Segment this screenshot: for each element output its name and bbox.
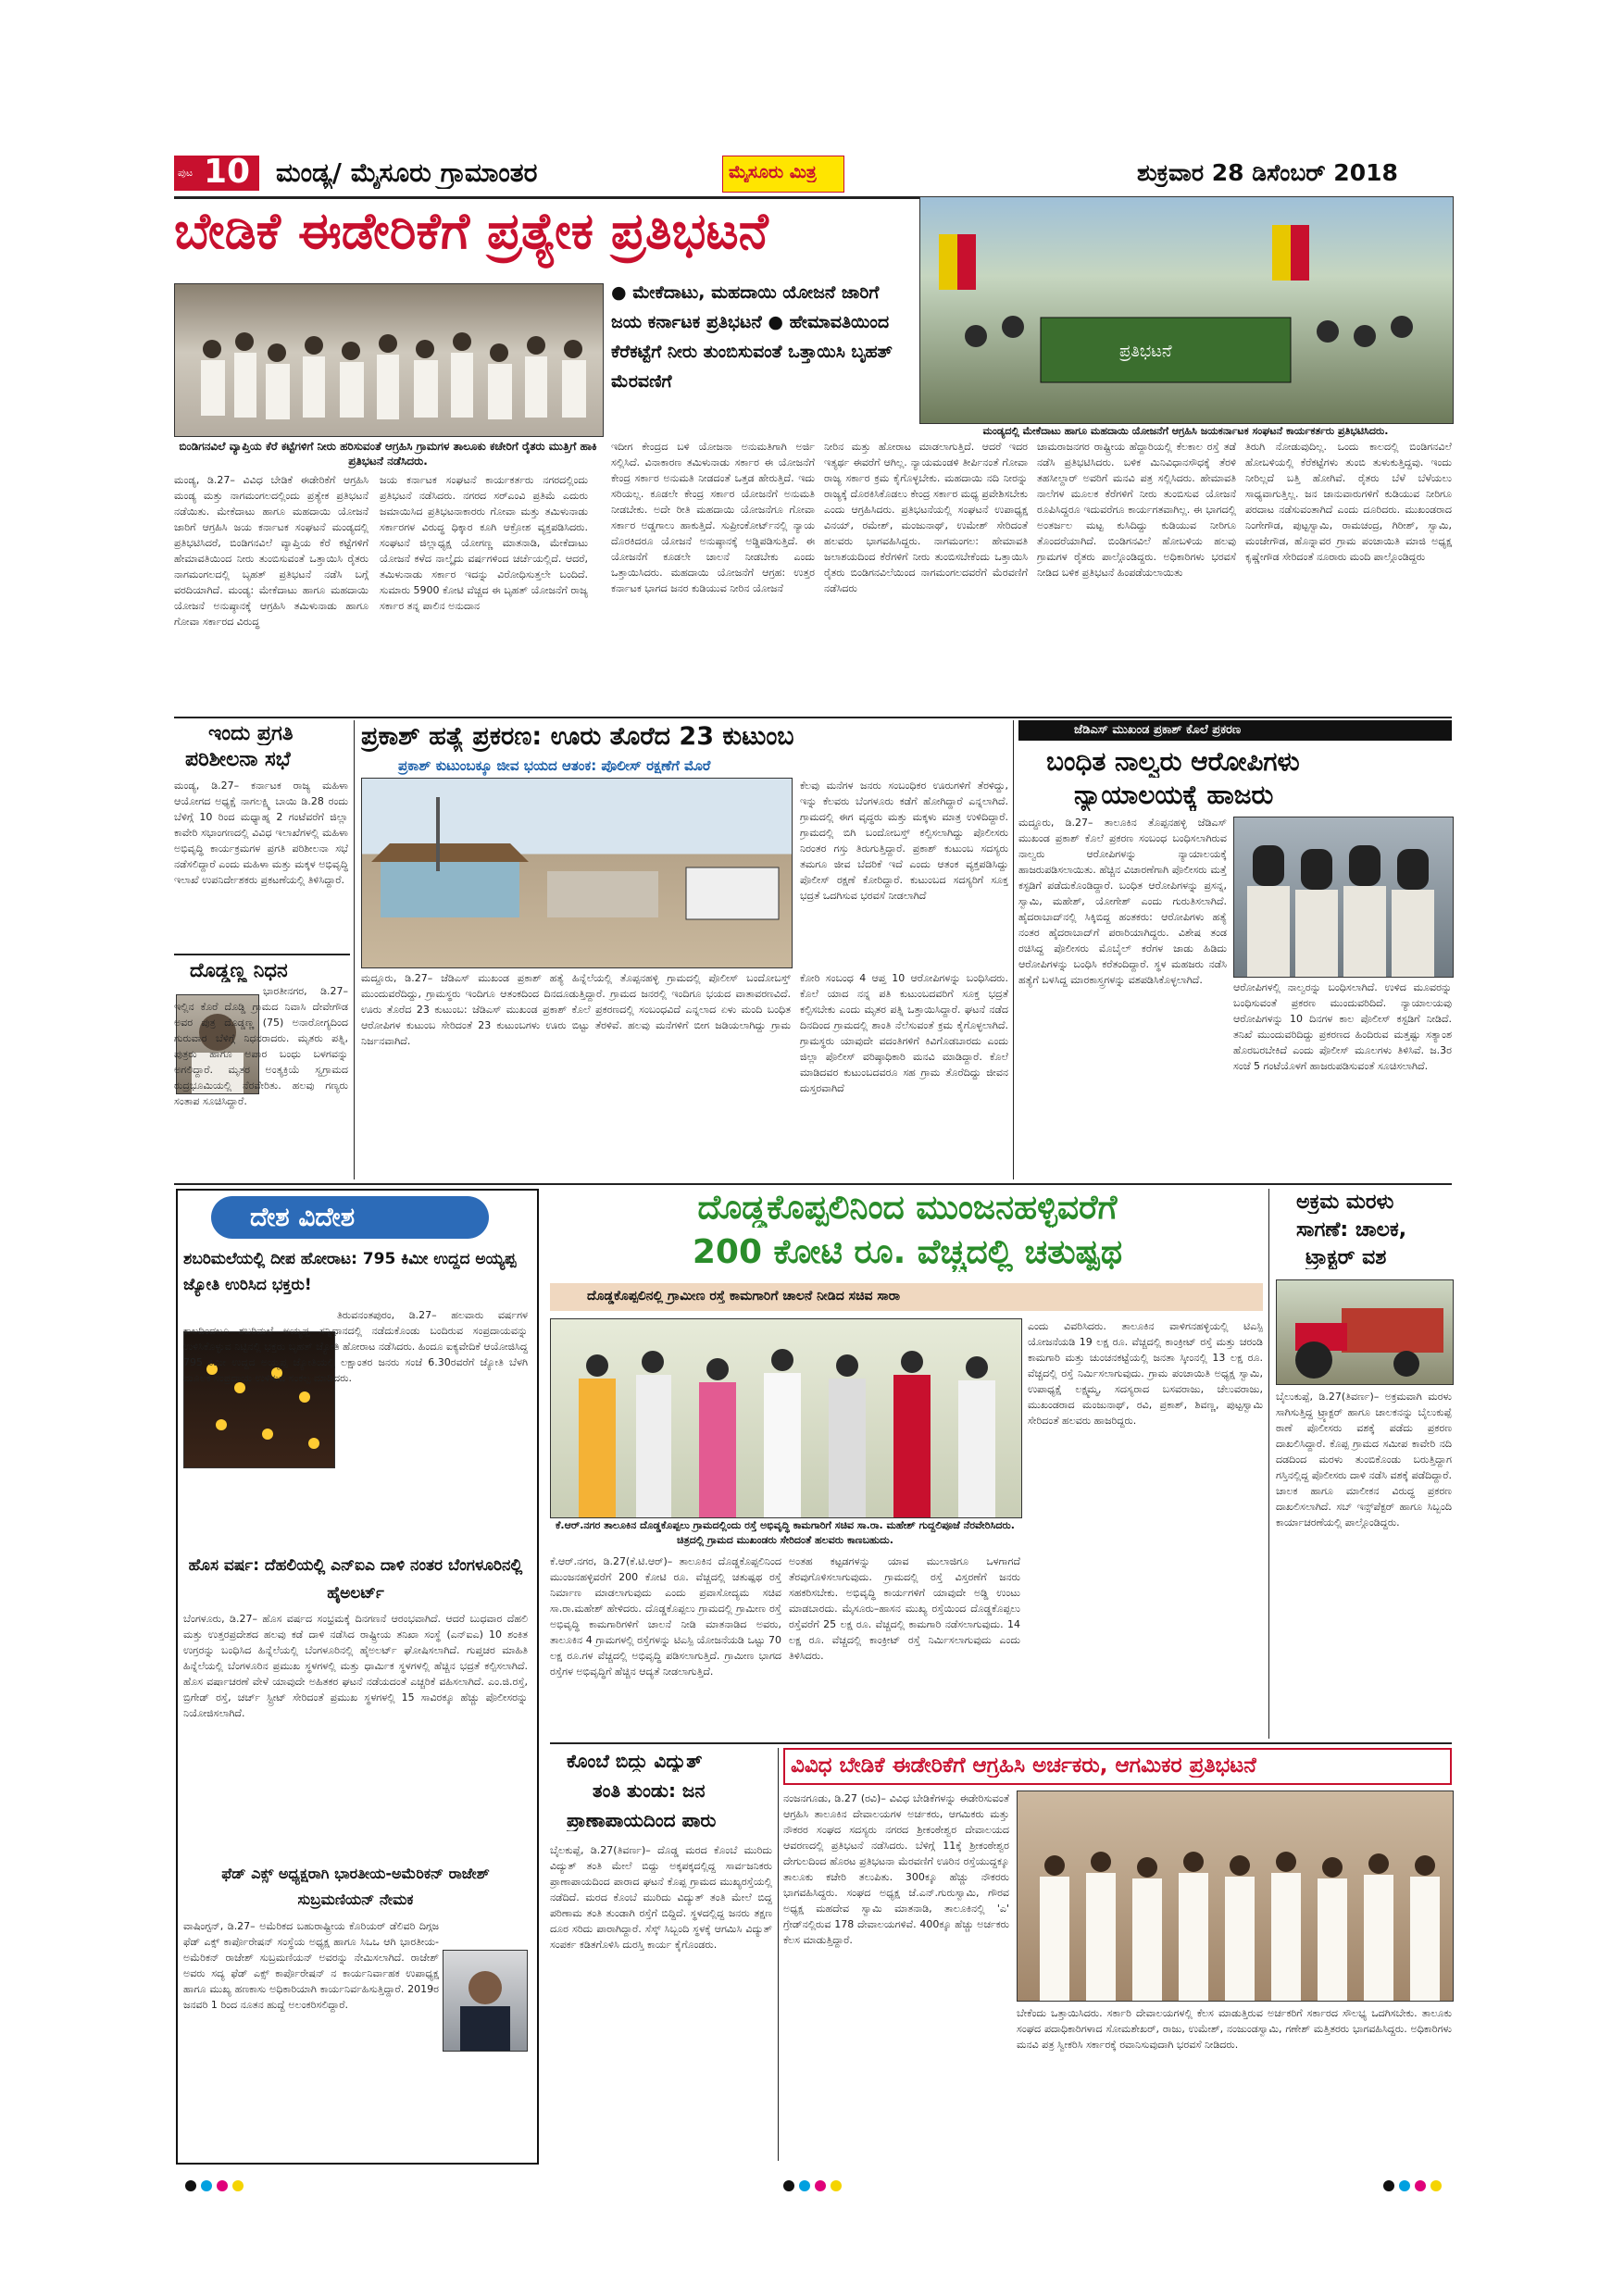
story5-tag-text: ಜೆಡಿಎಸ್ ಮುಖಂಡ ಪ್ರಕಾಶ್ ಕೊಲೆ ಪ್ರಕರಣ xyxy=(1074,723,1242,737)
registration-marks-center xyxy=(783,2177,846,2195)
story9-photo xyxy=(1017,1791,1454,2002)
dv-story3-photo xyxy=(443,1950,528,2052)
story1-col6: ತಿರುಗಿ ನೋಡುವುದಿಲ್ಲ. ಒಂದು ಕಾಲದಲ್ಲಿ ಬಿಂಡಿಗನವಿಲೆ ಹೋಬಳಿಯಲ್ಲಿ ಕೆರೆಕಟ್ಟೆಗಳು ತುಂಬಿ ತುಳುಕುತ್ತಿದ್ದವು. ಇಂದು ನೀರಿಲ್ಲದೆ ಬತ್ತಿ ಹೋಗಿವೆ. ರೈತರು ಬೆಳೆ ಬೆಳೆಯಲು ಸಾಧ್ಯವಾಗುತ್ತಿಲ್ಲ. ಜನ ಜಾನುವಾರುಗಳಿಗೆ ಕುಡಿಯುವ ನೀರಿಗೂ ಪರದಾಟ ನಡೆಸುವಂತಾಗಿದೆ ಎಂದು ದೂರಿದರು. ಮುಖಂಡರಾದ ನಿಂಗೇಗೌಡ, ಪುಟ್ಟಸ್ವಾಮಿ, ರಾಮಚಂದ್ರ, ಗಿರೀಶ್, ಸ್ವಾಮಿ, ಮಂಜೇಗೌಡ, ಹೊನ್ನಾವರ ಗ್ರಾಮ ಪಂಚಾಯಿತಿ ಮಾಜಿ ಅಧ್ಯಕ್ಷ ಕೃಷ್ಣೇಗೌಡ ಸೇರಿದಂತೆ ನೂರಾರು ಮಂದಿ ಪಾಲ್ಗೊಂಡಿದ್ದರು xyxy=(1245,441,1452,563)
rule-story1-bottom xyxy=(174,717,1452,718)
village-illustration xyxy=(362,779,792,967)
story2-title-2: ಪರಿಶೀಲನಾ ಸಭೆ xyxy=(185,748,291,771)
rule-mid-page xyxy=(174,1183,1452,1185)
dv-story2-body: ಬೆಂಗಳೂರು, ಡಿ.27– ಹೊಸ ವರ್ಷದ ಸಂಭ್ರಮಕ್ಕೆ ದಿನಗಣನೆ ಆರಂಭವಾಗಿದೆ. ಆದರೆ ಬುಧವಾರ ದೆಹಲಿ ಮತ್ತು ಉತ್ತರಪ್ರದೇಶದ ಹಲವು ಕಡೆ ದಾಳಿ ನಡೆಸಿದ ರಾಷ್ಟ್ರೀಯ ತನಿಖಾ ಸಂಸ್ಥೆ (ಎನ್ಐಎ) 10 ಶಂಕಿತ ಉಗ್ರರನ್ನು ಬಂಧಿಸಿದ ಹಿನ್ನೆಲೆಯಲ್ಲಿ ಬೆಂಗಳೂರಿನಲ್ಲಿ ಹೈಅಲರ್ಟ್ ಘೋಷಿಸಲಾಗಿದೆ. ಗುಪ್ತಚರ ಮಾಹಿತಿ ಹಿನ್ನೆಲೆಯಲ್ಲಿ ಬೆಂಗಳೂರಿನ ಪ್ರಮುಖ ಸ್ಥಳಗಳಲ್ಲಿ ಮತ್ತು ಧಾರ್ಮಿಕ ಸ್ಥಳಗಳಲ್ಲಿ ಹೆಚ್ಚಿನ ಭದ್ರತೆ ಕಲ್ಪಿಸಲಾಗಿದೆ. ಹೊಸ ವರ್ಷಾಚರಣೆ ವೇಳೆ ಯಾವುದೇ ಅಹಿತಕರ ಘಟನೆ ನಡೆಯದಂತೆ ಎಚ್ಚರಿಕೆ ವಹಿಸಲಾಗಿದೆ. ಎಂ.ಜಿ.ರಸ್ತೆ, ಬ್ರಿಗೇಡ್ ರಸ್ತೆ, ಚರ್ಚ್ ಸ್ಟ್ರೀಟ್ ಸೇರಿದಂತೆ ಪ್ರಮುಖ ಸ್ಥಳಗಳಲ್ಲಿ 15 ಸಾವಿರಕ್ಕೂ ಹೆಚ್ಚು ಪೊಲೀಸರನ್ನು ನಿಯೋಜಿಸಲಾಗಿದೆ. xyxy=(183,1613,528,1719)
banner-text: ಪ್ರತಿಭಟನೆ xyxy=(1119,342,1172,361)
story5-caption: ಆರೋಪಿಗಳಲ್ಲಿ ನಾಲ್ವರನ್ನು ಬಂಧಿಸಲಾಗಿದೆ. ಉಳಿದ ಮೂವರನ್ನು ಬಂಧಿಸುವಂತೆ ಪ್ರಕರಣ ಮುಂದುವರಿದಿದೆ. ನ್ಯಾಯಾಲಯವು ಆರೋಪಿಗಳನ್ನು 10 ದಿನಗಳ ಕಾಲ ಪೊಲೀಸ್ ಕಸ್ಟಡಿಗೆ ನೀಡಿದೆ. ತನಿಖೆ ಮುಂದುವರಿದಿದ್ದು ಪ್ರಕರಣದ ಹಿಂದಿರುವ ಮತ್ತಷ್ಟು ಸತ್ಯಾಂಶ ಹೊರಬರಬೇಕಿದೆ ಎಂದು ಪೊಲೀಸ್ ಮೂಲಗಳು ತಿಳಿಸಿವೆ. ಜ.3ರ ಸಂಜೆ 5 ಗಂಟೆಯೊಳಗೆ ಹಾಜರುಪಡಿಸುವಂತೆ ಸೂಚಿಸಲಾಗಿದೆ. xyxy=(1233,981,1452,1072)
story7-headline-3: ಟ್ರ್ಯಾಕ್ಟರ್ ವಶ xyxy=(1305,1246,1387,1269)
story4-body-b: ಕೆಲವು ಮನೆಗಳ ಜನರು ಸಂಬಂಧಿಕರ ಊರುಗಳಿಗೆ ತೆರಳಿದ್ದು, ಇನ್ನು ಕೆಲವರು ಬೆಂಗಳೂರು ಕಡೆಗೆ ಹೋಗಿದ್ದಾರೆ ಎನ್ನಲಾಗಿದೆ. ಗ್ರಾಮದಲ್ಲಿ ಈಗ ವೃದ್ಧರು ಮತ್ತು ಮಕ್ಕಳು ಮಾತ್ರ ಉಳಿದಿದ್ದಾರೆ. ಗ್ರಾಮದಲ್ಲಿ ಬಿಗಿ ಬಂದೋಬಸ್ತ್ ಕಲ್ಪಿಸಲಾಗಿದ್ದು ಪೊಲೀಸರು ನಿರಂತರ ಗಸ್ತು ತಿರುಗುತ್ತಿದ್ದಾರೆ. ಪ್ರಕಾಶ್ ಕುಟುಂಬ ಸದಸ್ಯರು ತಮಗೂ ಜೀವ ಬೆದರಿಕೆ ಇದೆ ಎಂದು ಆತಂಕ ವ್ಯಕ್ತಪಡಿಸಿದ್ದು ಪೊಲೀಸ್ ರಕ್ಷಣೆ ಕೋರಿದ್ದಾರೆ. ಕುಟುಂಬದ ಸದಸ್ಯರಿಗೆ ಸೂಕ್ತ ಭದ್ರತೆ ಒದಗಿಸುವ ಭರವಸೆ ನೀಡಲಾಗಿದೆ xyxy=(800,780,1008,902)
story1-highlight: ● ಮೇಕೆದಾಟು, ಮಹದಾಯಿ ಯೋಜನೆ ಜಾರಿಗೆ ಜಯ ಕರ್ನಾಟಕ ಪ್ರತಿಭಟನೆ ● ಹೇಮಾವತಿಯಿಂದ ಕೆರೆಕಟ್ಟೆಗೆ ನೀರು ತುಂಬಿಸುವಂತೆ ಒತ್ತಾಯಿಸಿ ಬೃಹತ್ ಮೆರವಣಿಗೆ xyxy=(611,282,893,392)
story1-caption-left: ಬಿಂಡಿಗನವಿಲೆ ವ್ಯಾಪ್ತಿಯ ಕೆರೆ ಕಟ್ಟೆಗಳಿಗೆ ನೀರು ಹರಿಸುವಂತೆ ಆಗ್ರಹಿಸಿ ಗ್ರಾಮಗಳ ತಾಲೂಕು ಕಚೇರಿಗೆ ರೈತರು ಮುತ್ತಿಗೆ ಹಾಕಿ ಪ್ರತಿಭಟನೆ ನಡೆಸಿದರು. xyxy=(179,440,597,468)
rule-story4-right xyxy=(1013,720,1014,1179)
page-number-badge xyxy=(174,153,259,191)
dv-story3-headline: ಫೆಡ್ ಎಕ್ಸ್ ಅಧ್ಯಕ್ಷರಾಗಿ ಭಾರತೀಯ-ಅಮೆರಿಕನ್ ರಾಜೇಶ್ ಸುಬ್ರಮಣಿಯನ್ ನೇಮಕ xyxy=(221,1865,490,1908)
story6-photo xyxy=(550,1318,1022,1518)
ceremony-illustration xyxy=(551,1319,1021,1517)
section-title: ಮಂಡ್ಯ/ ಮೈಸೂರು ಗ್ರಾಮಾಂತರ xyxy=(276,157,538,188)
story3-title: ದೊಡ್ಡಣ್ಣ ನಿಧನ xyxy=(190,959,288,981)
story1-col2: ಜಯ ಕರ್ನಾಟಕ ಸಂಘಟನೆ ಕಾರ್ಯಕರ್ತರು ನಗರದಲ್ಲಿಂದು ಪ್ರತಿಭಟನೆ ನಡೆಸಿದರು. ನಗರದ ಸರ್‌ಎಂವಿ ಪ್ರತಿಮೆ ಎದುರು ಜಮಾಯಿಸಿದ ಪ್ರತಿಭಟನಾಕಾರರು ಗೋವಾ ಮತ್ತು ತಮಿಳುನಾಡು ಸರ್ಕಾರಗಳ ವಿರುದ್ಧ ಧಿಕ್ಕಾರ ಕೂಗಿ ಆಕ್ರೋಶ ವ್ಯಕ್ತಪಡಿಸಿದರು. ಸಂಘಟನೆ ಜಿಲ್ಲಾಧ್ಯಕ್ಷ ಯೋಗಣ್ಣ ಮಾತನಾಡಿ, ಮೇಕೆದಾಟು ಯೋಜನೆ ಕಳೆದ ನಾಲ್ಕೈದು ವರ್ಷಗಳಿಂದ ಚರ್ಚೆಯಲ್ಲಿದೆ. ಆದರೆ, ತಮಿಳುನಾಡು ಸರ್ಕಾರ ಇದನ್ನು ವಿರೋಧಿಸುತ್ತಲೇ ಬಂದಿದೆ. ಸುಮಾರು 5900 ಕೋಟಿ ವೆಚ್ಚದ ಈ ಬೃಹತ್ ಯೋಜನೆಗೆ ರಾಜ್ಯ ಸರ್ಕಾರ ತನ್ನ ಪಾಲಿನ ಅನುದಾನ xyxy=(380,474,588,612)
story6-caption: ಕೆ.ಆರ್.ನಗರ ತಾಲೂಕಿನ ದೊಡ್ಡಕೊಪ್ಪಲು ಗ್ರಾಮದಲ್ಲಿಂದು ರಸ್ತೆ ಅಭಿವೃದ್ಧಿ ಕಾಮಗಾರಿಗೆ ಸಚಿವ ಸಾ.ರಾ. ಮಹೇಶ್ ಗುದ್ದಲಿಪೂಜೆ ನೆರವೇರಿಸಿದರು. ಚಿತ್ರದಲ್ಲಿ ಗ್ರಾಮದ ಮುಖಂಡರು ಸೇರಿದಂತೆ ಹಲವರು ಕಾಣಬಹುದು. xyxy=(556,1519,1015,1546)
story7-body: ಬೈಲುಕುಪ್ಪೆ, ಡಿ.27(ತಿವರ್ಣ)– ಅಕ್ರಮವಾಗಿ ಮರಳು ಸಾಗಿಸುತ್ತಿದ್ದ ಟ್ರ್ಯಾಕ್ಟರ್ ಹಾಗೂ ಚಾಲಕನನ್ನು ಬೈಲುಕುಪ್ಪೆ ಠಾಣೆ ಪೊಲೀಸರು ವಶಕ್ಕೆ ಪಡೆದು ಪ್ರಕರಣ ದಾಖಲಿಸಿದ್ದಾರೆ. ಕೊಪ್ಪ ಗ್ರಾಮದ ಸಮೀಪ ಕಾವೇರಿ ನದಿ ದಡದಿಂದ ಮರಳು ತುಂಬಿಕೊಂಡು ಬರುತ್ತಿದ್ದಾಗ ಗಸ್ತಿನಲ್ಲಿದ್ದ ಪೊಲೀಸರು ದಾಳಿ ನಡೆಸಿ ವಶಕ್ಕೆ ಪಡೆದಿದ್ದಾರೆ. ಚಾಲಕ ಹಾಗೂ ಮಾಲೀಕನ ವಿರುದ್ಧ ಪ್ರಕರಣ ದಾಖಲಿಸಲಾಗಿದೆ. ಸಬ್ ಇನ್ಸ್‌ಪೆಕ್ಟರ್ ಹಾಗೂ ಸಿಬ್ಬಂದಿ ಕಾರ್ಯಾಚರಣೆಯಲ್ಲಿ ಪಾಲ್ಗೊಂಡಿದ್ದರು. xyxy=(1276,1391,1452,1529)
reg-dot-cyan xyxy=(799,2180,810,2191)
story9-body-b: ಬೇಕೆಂದು ಒತ್ತಾಯಿಸಿದರು. ಸರ್ಕಾರಿ ದೇವಾಲಯಗಳಲ್ಲಿ ಕೆಲಸ ಮಾಡುತ್ತಿರುವ ಅರ್ಚಕರಿಗೆ ಸರ್ಕಾರದ ಸೌಲಭ್ಯ ಒದಗಿಸಬೇಕು. ತಾಲೂಕು ಸಂಘದ ಪದಾಧಿಕಾರಿಗಳಾದ ಸೋಮಶೇಖರ್, ರಾಜು, ಉಮೇಶ್, ನಂಜುಂಡಸ್ವಾಮಿ, ಗಣೇಶ್ ಮತ್ತಿತರರು ಭಾಗವಹಿಸಿದ್ದರು. ಅಧಿಕಾರಿಗಳು ಮನವಿ ಪತ್ರ ಸ್ವೀಕರಿಸಿ ಸರ್ಕಾರಕ್ಕೆ ರವಾನಿಸುವುದಾಗಿ ಭರವಸೆ ನೀಡಿದರು. xyxy=(1017,2007,1452,2051)
reg-dot-magenta xyxy=(1415,2180,1426,2191)
masthead xyxy=(174,153,1452,191)
reg-dot-black xyxy=(1383,2180,1394,2191)
story8-body: ಬೈಲಕುಪ್ಪೆ, ಡಿ.27(ತಿವರ್ಣ)– ದೊಡ್ಡ ಮರದ ಕೊಂಬೆ ಮುರಿದು ವಿದ್ಯುತ್ ತಂತಿ ಮೇಲೆ ಬಿದ್ದು ಅಕ್ಕಪಕ್ಕದಲ್ಲಿದ್ದ ಸಾರ್ವಜನಿಕರು ಪ್ರಾಣಾಪಾಯದಿಂದ ಪಾರಾದ ಘಟನೆ ಕೊಪ್ಪ ಗ್ರಾಮದ ಮುಖ್ಯರಸ್ತೆಯಲ್ಲಿ ನಡೆದಿದೆ. ಮರದ ಕೊಂಬೆ ಮುರಿದು ವಿದ್ಯುತ್ ತಂತಿ ಮೇಲೆ ಬಿದ್ದ ಪರಿಣಾಮ ತಂತಿ ತುಂಡಾಗಿ ರಸ್ತೆಗೆ ಬಿದ್ದಿದೆ. ಸ್ಥಳದಲ್ಲಿದ್ದ ಜನರು ತಕ್ಷಣ ದೂರ ಸರಿದು ಪಾರಾಗಿದ್ದಾರೆ. ಸೆಸ್ಕ್ ಸಿಬ್ಬಂದಿ ಸ್ಥಳಕ್ಕೆ ಆಗಮಿಸಿ ವಿದ್ಯುತ್ ಸಂಪರ್ಕ ಕಡಿತಗೊಳಿಸಿ ದುರಸ್ತಿ ಕಾರ್ಯ ಕೈಗೊಂಡರು. xyxy=(550,1844,772,1951)
reg-dot-magenta xyxy=(815,2180,826,2191)
story6-subhead: ದೊಡ್ಡಕೊಪ್ಪಲಿನಲ್ಲಿ ಗ್ರಾಮೀಣ ರಸ್ತೆ ಕಾಮಗಾರಿಗೆ ಚಾಲನೆ ನೀಡಿದ ಸಚಿವ ಸಾರಾ xyxy=(587,1289,901,1304)
story2-title-1: ಇಂದು ಪ್ರಗತಿ xyxy=(208,722,294,745)
story4-body-c: ಕೋರಿ ಸಂಬಂಧ 4 ಆಪ್ತ 10 ಆರೋಪಿಗಳನ್ನು ಬಂಧಿಸಿದರು. ಕೊಲೆ ಯಾದ ನನ್ನ ಪತಿ ಕುಟುಂಬದವರಿಗೆ ಸೂಕ್ತ ಭದ್ರತೆ ಕಲ್ಪಿಸಬೇಕು ಎಂದು ಮೃತರ ಪತ್ನಿ ಒತ್ತಾಯಿಸಿದ್ದಾರೆ. ಘಟನೆ ನಡೆದ ದಿನದಿಂದ ಗ್ರಾಮದಲ್ಲಿ ಶಾಂತಿ ನೆಲೆಸುವಂತೆ ಕ್ರಮ ಕೈಗೊಳ್ಳಲಾಗಿದೆ. ಗ್ರಾಮಸ್ಥರು ಯಾವುದೇ ವದಂತಿಗಳಿಗೆ ಕಿವಿಗೊಡಬಾರದು ಎಂದು ಜಿಲ್ಲಾ ಪೊಲೀಸ್ ವರಿಷ್ಠಾಧಿಕಾರಿ ಮನವಿ ಮಾಡಿದ್ದಾರೆ. ಕೊಲೆ ಮಾಡಿದವರ ಕುಟುಂಬದವರೂ ಸಹ ಗ್ರಾಮ ತೊರೆದಿದ್ದು ಜೀವನ ದುಸ್ತರವಾಗಿದೆ xyxy=(800,972,1008,1094)
priests-illustration xyxy=(1018,1791,1453,2001)
issue-date: ಶುಕ್ರವಾರ 28 ಡಿಸೆಂಬರ್ 2018 xyxy=(1137,159,1398,186)
crowd-illustration xyxy=(175,284,603,436)
story9-body-a: ನಂಜನಗೂಡು, ಡಿ.27 (ರವಿ)– ವಿವಿಧ ಬೇಡಿಕೆಗಳನ್ನು ಈಡೇರಿಸುವಂತೆ ಆಗ್ರಹಿಸಿ ತಾಲೂಕಿನ ದೇವಾಲಯಗಳ ಅರ್ಚಕರು, ಆಗಮಿಕರು ಮತ್ತು ನೌಕರರ ಸಂಘದ ಸದಸ್ಯರು ನಗರದ ಶ್ರೀಕಂಠೇಶ್ವರ ದೇವಾಲಯದ ಆವರಣದಲ್ಲಿ ಪ್ರತಿಭಟನೆ ನಡೆಸಿದರು. ಬೆಳಿಗ್ಗೆ 11ಕ್ಕೆ ಶ್ರೀಕಂಠೇಶ್ವರ ದೇಗುಲದಿಂದ ಹೊರಟ ಪ್ರತಿಭಟನಾ ಮೆರವಣಿಗೆ ಊರಿನ ರಸ್ತೆಯುದ್ದಕ್ಕೂ ತಾಲೂಕು ಕಚೇರಿ ತಲುಪಿತು. 300ಕ್ಕೂ ಹೆಚ್ಚು ನೌಕರರು ಭಾಗವಹಿಸಿದ್ದರು. ಸಂಘದ ಅಧ್ಯಕ್ಷ ಜೆ.ಎನ್.ಗುರುಸ್ವಾಮಿ, ಗೌರವ ಅಧ್ಯಕ್ಷ ಮಹದೇವ ಸ್ವಾಮಿ ಮಾತನಾಡಿ, ತಾಲೂಕಿನಲ್ಲಿ 'ಎ' ಗ್ರೇಡ್‌ನಲ್ಲಿರುವ 178 ದೇವಾಲಯಗಳಿವೆ. 400ಕ್ಕೂ ಹೆಚ್ಚು ಅರ್ಚಕರು ಕೆಲಸ ಮಾಡುತ್ತಿದ್ದಾರೆ. xyxy=(783,1792,1009,1946)
reg-dot-black xyxy=(783,2180,794,2191)
story6-subhead-bar xyxy=(550,1283,1263,1311)
story9-headline: ವಿವಿಧ ಬೇಡಿಕೆ ಈಡೇರಿಕೆಗೆ ಆಗ್ರಹಿಸಿ ಅರ್ಚಕರು, ಆಗಮಿಕರ ಪ್ರತಿಭಟನೆ xyxy=(791,1753,1256,1778)
paper-logo xyxy=(722,156,844,193)
story5-photo xyxy=(1233,817,1454,978)
story1-headline: ಬೇಡಿಕೆ ಈಡೇರಿಕೆಗೆ ಪ್ರತ್ಯೇಕ ಪ್ರತಿಭಟನೆ xyxy=(174,202,768,260)
desha-videsha-banner xyxy=(211,1196,489,1239)
rule-story2-bottom xyxy=(174,954,350,955)
story7-headline-2: ಸಾಗಣೆ: ಚಾಲಕ, xyxy=(1296,1218,1407,1242)
story7-headline-1: ಅಕ್ರಮ ಮರಳು xyxy=(1296,1191,1394,1214)
story5-headline-2: ನ್ಯಾಯಾಲಯಕ್ಕೆ ಹಾಜರು xyxy=(1074,780,1274,810)
dv-story1-body: ತಿರುವನಂತಪುರಂ, ಡಿ.27– ಹಲವಾರು ವರ್ಷಗಳ ಕಾಲದಿಂದಲೂ ಶಬರಿಮಲೆ ಅಯ್ಯಪ್ಪ ಸನ್ನಿಧಾನದಲ್ಲಿ ನಡೆದುಕೊಂಡು ಬಂದಿರುವ ಸಂಪ್ರದಾಯವನ್ನು ಉಳಿಸಿಕೊಳ್ಳುವ ನಿಟ್ಟಿನಲ್ಲಿ ಭಕ್ತರು ಬೃಹತ್ ಜ್ಯೋತಿ ಹೋರಾಟ ನಡೆಸಿದರು. ಹಿಂದೂ ಐಕ್ಯವೇದಿಕೆ ಆಯೋಜಿಸಿದ್ದ 795 ಕಿಮೀ ಉದ್ದದ ಅಯ್ಯಪ್ಪ ಜ್ಯೋತಿಯಲ್ಲಿ ಲಕ್ಷಾಂತರ ಜನರು ಸಂಜೆ 6.30ರವರೆಗೆ ಜ್ಯೋತಿ ಬೆಳಗಿ ಮೂಲಕ ಸಂಪ್ರದಾಯ ಉಳಿಸುವ ಸಂಕಲ್ಪ ಮಾಡಿದರು. xyxy=(183,1309,528,1384)
reg-dot-cyan xyxy=(201,2180,212,2191)
desha-videsha-title: ದೇಶ ವಿದೇಶ xyxy=(250,1202,356,1232)
reg-dot-cyan xyxy=(1399,2180,1410,2191)
story4-photo xyxy=(361,778,793,968)
rule-story6-right xyxy=(1268,1189,1269,1739)
portrait-icon xyxy=(443,1951,527,2051)
reg-dot-magenta xyxy=(217,2180,228,2191)
story1-col3: ಇದೀಗ ಕೇಂದ್ರದ ಬಳಿ ಯೋಜನಾ ಅನುಮತಿಗಾಗಿ ಅರ್ಜಿ ಸಲ್ಲಿಸಿದೆ. ವಿನಾಕಾರಣ ತಮಿಳುನಾಡು ಸರ್ಕಾರ ಈ ಯೋಜನೆಗೆ ಕೇಂದ್ರ ಸರ್ಕಾರ ಅನುಮತಿ ನೀಡದಂತೆ ಒತ್ತಡ ಹೇರುತ್ತಿದೆ. ಇದು ಸರಿಯಲ್ಲ. ಕೂಡಲೇ ಕೇಂದ್ರ ಸರ್ಕಾರ ಯೋಜನೆಗೆ ಅನುಮತಿ ನೀಡಬೇಕು. ಅದೇ ರೀತಿ ಮಹದಾಯಿ ಯೋಜನೆಗೂ ಗೋವಾ ಸರ್ಕಾರ ಅಡ್ಡಗಾಲು ಹಾಕುತ್ತಿದೆ. ಸುಪ್ರೀಂಕೋರ್ಟ್‌ನಲ್ಲಿ ನ್ಯಾಯ ದೊರಕಿದರೂ ಯೋಜನೆ ಅನುಷ್ಠಾನಕ್ಕೆ ಅಡ್ಡಿಪಡಿಸುತ್ತಿದೆ. ಈ ಯೋಜನೆಗೆ ಕೂಡಲೇ ಚಾಲನೆ ನೀಡಬೇಕು ಎಂದು ಒತ್ತಾಯಿಸಿದರು. ಮಹದಾಯಿ ಯೋಜನೆಗೆ ಆಗ್ರಹ: ಉತ್ತರ ಕರ್ನಾಟಕ ಭಾಗದ ಜನರ ಕುಡಿಯುವ ನೀರಿನ ಯೋಜನೆ xyxy=(611,441,815,594)
story8-headline-3: ಪ್ರಾಣಾಪಾಯದಿಂದ ಪಾರು xyxy=(567,1809,717,1831)
reg-dot-black xyxy=(185,2180,196,2191)
story3-body: ಭಾರತೀನಗರ, ಡಿ.27– ಇಲ್ಲಿನ ಕೊರೆ ದೊಡ್ಡಿ ಗ್ರಾಮದ ನಿವಾಸಿ ದೇವೇಗೌಡ ಅವರ ಪುತ್ರ ದೊಡ್ಡಣ್ಣ (75) ಅನಾರೋಗ್ಯದಿಂದ ಗುರುವಾರ ಬೆಳಿಗ್ಗೆ ನಿಧನರಾದರು. ಮೃತರು ಪತ್ನಿ, ಪುತ್ರರು ಹಾಗೂ ಅಪಾರ ಬಂಧು ಬಳಗವನ್ನು ಅಗಲಿದ್ದಾರೆ. ಮೃತರ ಅಂತ್ಯಕ್ರಿಯೆ ಸ್ವಗ್ರಾಮದ ರುದ್ರಭೂಮಿಯಲ್ಲಿ ನೆರವೇರಿತು. ಹಲವು ಗಣ್ಯರು ಸಂತಾಪ ಸೂಚಿಸಿದ್ದಾರೆ. xyxy=(174,985,348,1107)
story1-col5: ಚಾಮರಾಜನಗರ ರಾಷ್ಟ್ರೀಯ ಹೆದ್ದಾರಿಯಲ್ಲಿ ಕೆಲಕಾಲ ರಸ್ತೆ ತಡೆ ನಡೆಸಿ ಪ್ರತಿಭಟಿಸಿದರು. ಬಳಿಕ ಮಿನಿವಿಧಾನಸೌಧಕ್ಕೆ ತೆರಳಿ ತಹಸೀಲ್ದಾರ್ ಅವರಿಗೆ ಮನವಿ ಪತ್ರ ಸಲ್ಲಿಸಿದರು. ಹೇಮಾವತಿ ನಾಲೆಗಳ ಮೂಲಕ ಕೆರೆಗಳಿಗೆ ನೀರು ತುಂಬಿಸುವ ಯೋಜನೆ ರೂಪಿಸಿದ್ದರೂ ಇದುವರೆಗೂ ಕಾರ್ಯಗತವಾಗಿಲ್ಲ. ಈ ಭಾಗದಲ್ಲಿ ಅಂತರ್ಜಲ ಮಟ್ಟ ಕುಸಿದಿದ್ದು ಕುಡಿಯುವ ನೀರಿಗೂ ತೊಂದರೆಯಾಗಿದೆ. ಬಿಂಡಿಗನವಿಲೆ ಹೋಬಳಿಯ ಹಲವು ಗ್ರಾಮಗಳ ರೈತರು ಪಾಲ್ಗೊಂಡಿದ್ದರು. ಅಧಿಕಾರಿಗಳು ಭರವಸೆ ನೀಡಿದ ಬಳಿಕ ಪ್ರತಿಭಟನೆ ಹಿಂಪಡೆಯಲಾಯಿತು xyxy=(1037,441,1236,579)
tractor-illustration xyxy=(1277,1280,1453,1384)
page-label: ಪುಟ xyxy=(178,167,194,179)
story6-headline-2: 200 ಕೋಟಿ ರೂ. ವೆಚ್ಚದಲ್ಲಿ ಚತುಷ್ಪಥ xyxy=(692,1233,1123,1271)
protest-illustration xyxy=(920,197,1453,423)
story4-subhead: ಪ್ರಕಾಶ್ ಕುಟುಂಬಕ್ಕೂ ಜೀವ ಭಯದ ಆತಂಕ: ಪೊಲೀಸ್ ರಕ್ಷಣೆಗೆ ಮೊರೆ xyxy=(398,757,711,774)
story1-photo-right xyxy=(919,196,1454,424)
story6-body-a: ಕೆ.ಆರ್.ನಗರ, ಡಿ.27(ಕೆ.ಟಿ.ಆರ್)– ತಾಲೂಕಿನ ದೊಡ್ಡಕೊಪ್ಪಲಿನಿಂದ ಮುಂಜನಹಳ್ಳಿವರೆಗೆ 200 ಕೋಟಿ ರೂ. ವೆಚ್ಚದಲ್ಲಿ ಚತುಷ್ಪಥ ರಸ್ತೆ ನಿರ್ಮಾಣ ಮಾಡಲಾಗುವುದು ಎಂದು ಪ್ರವಾಸೋದ್ಯಮ ಸಚಿವ ಸಾ.ರಾ.ಮಹೇಶ್ ಹೇಳಿದರು. ದೊಡ್ಡಕೊಪ್ಪಲು ಗ್ರಾಮದಲ್ಲಿ ಗ್ರಾಮೀಣ ರಸ್ತೆ ಅಭಿವೃದ್ಧಿ ಕಾಮಗಾರಿಗಳಿಗೆ ಚಾಲನೆ ನೀಡಿ ಮಾತನಾಡಿದ ಅವರು, ತಾಲೂಕಿನ 4 ಗ್ರಾಮಗಳಲ್ಲಿ ರಸ್ತೆಗಳನ್ನು ಟಿಎಸ್ಪಿ ಯೋಜನೆಯಡಿ ಒಟ್ಟು 70 ಲಕ್ಷ ರೂ.ಗಳ ವೆಚ್ಚದಲ್ಲಿ ಅಭಿವೃದ್ಧಿ ಪಡಿಸಲಾಗುತ್ತಿದೆ. ಗ್ರಾಮೀಣ ಭಾಗದ ರಸ್ತೆಗಳ ಅಭಿವೃದ್ಧಿಗೆ ಹೆಚ್ಚಿನ ಆದ್ಯತೆ ನೀಡಲಾಗುತ್ತಿದೆ. xyxy=(550,1555,781,1678)
story5-tag xyxy=(1018,720,1452,741)
story7-photo xyxy=(1276,1279,1454,1385)
story5-headline-1: ಬಂಧಿತ ನಾಲ್ವರು ಆರೋಪಿಗಳು xyxy=(1046,746,1300,777)
reg-dot-yellow xyxy=(232,2180,244,2191)
accused-illustration xyxy=(1234,817,1453,977)
story2-body: ಮಂಡ್ಯ, ಡಿ.27– ಕರ್ನಾಟಕ ರಾಜ್ಯ ಮಹಿಳಾ ಆಯೋಗದ ಅಧ್ಯಕ್ಷೆ ನಾಗಲಕ್ಷ್ಮಿ ಬಾಯಿ ಡಿ.28 ರಂದು ಬೆಳಿಗ್ಗೆ 10 ರಿಂದ ಮಧ್ಯಾಹ್ನ 2 ಗಂಟೆವರೆಗೆ ಜಿಲ್ಲಾ ಕಾವೇರಿ ಸಭಾಂಗಣದಲ್ಲಿ ವಿವಿಧ ಇಲಾಖೆಗಳಲ್ಲಿ ಮಹಿಳಾ ಅಭಿವೃದ್ಧಿ ಕಾರ್ಯಕ್ರಮಗಳ ಪ್ರಗತಿ ಪರಿಶೀಲನಾ ಸಭೆ ನಡೆಸಲಿದ್ದಾರೆ ಎಂದು ಮಹಿಳಾ ಮತ್ತು ಮಕ್ಕಳ ಅಭಿವೃದ್ಧಿ ಇಲಾಖೆ ಉಪನಿರ್ದೇಶಕರು ಪ್ರಕಟಣೆಯಲ್ಲಿ ತಿಳಿಸಿದ್ದಾರೆ. xyxy=(174,780,348,886)
story8-headline-2: ತಂತಿ ತುಂಡು: ಜನ xyxy=(593,1779,706,1802)
story1-col1: ಮಂಡ್ಯ, ಡಿ.27– ವಿವಿಧ ಬೇಡಿಕೆ ಈಡೇರಿಕೆಗೆ ಆಗ್ರಹಿಸಿ ಮಂಡ್ಯ ಮತ್ತು ನಾಗಮಂಗಲದಲ್ಲಿಂದು ಪ್ರತ್ಯೇಕ ಪ್ರತಿಭಟನೆ ನಡೆಯಿತು. ಮೇಕೆದಾಟು ಹಾಗೂ ಮಹದಾಯಿ ಯೋಜನೆ ಜಾರಿಗೆ ಆಗ್ರಹಿಸಿ ಜಯ ಕರ್ನಾಟಕ ಸಂಘಟನೆ ಮಂಡ್ಯದಲ್ಲಿ ಪ್ರತಿಭಟಿಸಿದರೆ, ಬಿಂಡಿಗನವಿಲೆ ವ್ಯಾಪ್ತಿಯ ಕೆರೆ ಕಟ್ಟೆಗಳಿಗೆ ಹೇಮಾವತಿಯಿಂದ ನೀರು ತುಂಬಿಸುವಂತೆ ಒತ್ತಾಯಿಸಿ ರೈತರು ನಾಗಮಂಗಲದಲ್ಲಿ ಬೃಹತ್ ಪ್ರತಿಭಟನೆ ನಡೆಸಿ ಬಗ್ಗೆ ವರದಿಯಾಗಿದೆ. ಮಂಡ್ಯ: ಮೇಕೆದಾಟು ಹಾಗೂ ಮಹದಾಯಿ ಯೋಜನೆ ಅನುಷ್ಠಾನಕ್ಕೆ ಆಗ್ರಹಿಸಿ ತಮಿಳುನಾಡು ಹಾಗೂ ಗೋವಾ ಸರ್ಕಾರದ ವಿರುದ್ಧ xyxy=(174,474,369,628)
story4-headline: ಪ್ರಕಾಶ್ ಹತ್ಯೆ ಪ್ರಕರಣ: ಊರು ತೊರೆದ 23 ಕುಟುಂಬ xyxy=(361,722,794,751)
rule-story8-right xyxy=(778,1748,779,2161)
page-number: 10 xyxy=(204,153,251,191)
registration-marks-right xyxy=(1383,2177,1446,2195)
rule-lower xyxy=(550,1742,1452,1744)
rule-left-sidebar xyxy=(354,720,355,1179)
story6-headline-1: ದೊಡ್ಡಕೊಪ್ಪಲಿನಿಂದ ಮುಂಜನಹಳ್ಳಿವರೆಗೆ xyxy=(697,1189,1118,1227)
story6-body-c: ಎಂದು ವಿವರಿಸಿದರು. ತಾಲೂಕಿನ ವಾಳಿಗನಹಳ್ಳಿಯಲ್ಲಿ ಟಿಎಸ್ಪಿ ಯೋಜನೆಯಡಿ 19 ಲಕ್ಷ ರೂ. ವೆಚ್ಚದಲ್ಲಿ ಕಾಂಕ್ರೀಟ್ ರಸ್ತೆ ಮತ್ತು ಚರಂಡಿ ಕಾಮಗಾರಿ ಮತ್ತು ಚುಂಚನಕಟ್ಟೆಯಲ್ಲಿ ಜನತಾ ಸ್ಕೀಂನಲ್ಲಿ 13 ಲಕ್ಷ ರೂ. ವೆಚ್ಚದಲ್ಲಿ ರಸ್ತೆ ನಿರ್ಮಿಸಲಾಗುವುದು. ಗ್ರಾಮ ಪಂಚಾಯಿತಿ ಅಧ್ಯಕ್ಷ ಸ್ವಾಮಿ, ಉಪಾಧ್ಯಕ್ಷೆ ಲಕ್ಷ್ಮಮ್ಮ, ಸದಸ್ಯರಾದ ಬಸವರಾಜು, ಚೆಲುವರಾಜು, ಮುಖಂಡರಾದ ಮಂಜುನಾಥ್, ರವಿ, ಪ್ರಕಾಶ್, ಶಿವಣ್ಣ, ಪುಟ್ಟಸ್ವಾಮಿ ಸೇರಿದಂತೆ ಹಲವರು ಹಾಜರಿದ್ದರು. xyxy=(1028,1320,1263,1427)
story1-photo-left xyxy=(174,283,604,437)
story1-caption-right: ಮಂಡ್ಯದಲ್ಲಿ ಮೇಕೆದಾಟು ಹಾಗೂ ಮಹದಾಯಿ ಯೋಜನೆಗೆ ಆಗ್ರಹಿಸಿ ಜಯಕರ್ನಾಟಕ ಸಂಘಟನೆ ಕಾರ್ಯಕರ್ತರು ಪ್ರತಿಭಟಿಸಿದರು. xyxy=(982,425,1389,437)
story1-col4: ನೀರಿನ ಮತ್ತು ಹೋರಾಟ ಮಾಡಲಾಗುತ್ತಿದೆ. ಆದರೆ ಇದರ ಇತ್ಯರ್ಥ ಈವರೆಗೆ ಆಗಿಲ್ಲ. ನ್ಯಾಯಮಂಡಳಿ ತೀರ್ಪಿನಂತೆ ಗೋವಾ ರಾಜ್ಯ ಸರ್ಕಾರ ಕ್ರಮ ಕೈಗೊಳ್ಳಬೇಕು. ಮಹದಾಯಿ ನದಿ ನೀರನ್ನು ರಾಜ್ಯಕ್ಕೆ ದೊರಕಿಸಿಕೊಡಲು ಕೇಂದ್ರ ಸರ್ಕಾರ ಮಧ್ಯ ಪ್ರವೇಶಿಸಬೇಕು ಎಂದು ಆಗ್ರಹಿಸಿದರು. ಪ್ರತಿಭಟನೆಯಲ್ಲಿ ಸಂಘಟನೆ ಉಪಾಧ್ಯಕ್ಷ ವಿನಯ್, ರಮೇಶ್, ಮಂಜುನಾಥ್, ಉಮೇಶ್ ಸೇರಿದಂತೆ ಹಲವರು ಭಾಗವಹಿಸಿದ್ದರು. ನಾಗಮಂಗಲ: ಹೇಮಾವತಿ ಜಲಾಶಯದಿಂದ ಕೆರೆಗಳಿಗೆ ನೀರು ತುಂಬಿಸಬೇಕೆಂದು ಒತ್ತಾಯಿಸಿ ರೈತರು ಬಿಂಡಿಗನವಿಲೆಯಿಂದ ನಾಗಮಂಗಲದವರೆಗೆ ಮೆರವಣಿಗೆ ನಡೆಸಿದರು xyxy=(824,441,1028,594)
reg-dot-yellow xyxy=(1430,2180,1442,2191)
story5-body: ಮದ್ದೂರು, ಡಿ.27– ತಾಲೂಕಿನ ತೊಪ್ಪನಹಳ್ಳಿ ಜೆಡಿಎಸ್ ಮುಖಂಡ ಪ್ರಕಾಶ್ ಕೊಲೆ ಪ್ರಕರಣ ಸಂಬಂಧ ಬಂಧಿಸಲಾಗಿರುವ ನಾಲ್ವರು ಆರೋಪಿಗಳನ್ನು ನ್ಯಾಯಾಲಯಕ್ಕೆ ಹಾಜರುಪಡಿಸಲಾಯಿತು. ಹೆಚ್ಚಿನ ವಿಚಾರಣೆಗಾಗಿ ಪೊಲೀಸರು ಮತ್ತೆ ಕಸ್ಟಡಿಗೆ ಪಡೆದುಕೊಂಡಿದ್ದಾರೆ. ಬಂಧಿತ ಆರೋಪಿಗಳನ್ನು ಪ್ರಸನ್ನ, ಸ್ವಾಮಿ, ಮಹೇಶ್, ಯೋಗೇಶ್ ಎಂದು ಗುರುತಿಸಲಾಗಿದೆ. ಹೈದರಾಬಾದ್‌ನಲ್ಲಿ ಸಿಕ್ಕಿಬಿದ್ದ ಹಂತಕರು: ಆರೋಪಿಗಳು ಹತ್ಯೆ ನಂತರ ಹೈದರಾಬಾದ್‌ಗೆ ಪರಾರಿಯಾಗಿದ್ದರು. ವಿಶೇಷ ತಂಡ ರಚಿಸಿದ್ದ ಪೊಲೀಸರು ಮೊಬೈಲ್ ಕರೆಗಳ ಜಾಡು ಹಿಡಿದು ಆರೋಪಿಗಳನ್ನು ಬಂಧಿಸಿ ಕರೆತಂದಿದ್ದಾರೆ. ಸ್ಥಳ ಮಹಜರು ನಡೆಸಿ ಹತ್ಯೆಗೆ ಬಳಸಿದ್ದ ಮಾರಕಾಸ್ತ್ರಗಳನ್ನು ವಶಪಡಿಸಿಕೊಳ್ಳಲಾಗಿದೆ. xyxy=(1018,817,1227,986)
dv-story1-headline: ಶಬರಿಮಲೆಯಲ್ಲಿ ದೀಪ ಹೋರಾಟ: 795 ಕಿಮೀ ಉದ್ದದ ಅಯ್ಯಪ್ಪ ಜ್ಯೋತಿ ಉರಿಸಿದ ಭಕ್ತರು! xyxy=(183,1250,517,1294)
reg-dot-yellow xyxy=(831,2180,842,2191)
story9-headline-bar xyxy=(783,1748,1452,1785)
dv-story2-headline: ಹೊಸ ವರ್ಷ: ದೆಹಲಿಯಲ್ಲಿ ಎನ್ಐಎ ದಾಳಿ ನಂತರ ಬೆಂಗಳೂರಿನಲ್ಲಿ ಹೈಅಲರ್ಟ್ xyxy=(188,1556,523,1603)
paper-name: ಮೈಸೂರು ಮಿತ್ರ xyxy=(729,162,817,182)
registration-marks-left xyxy=(185,2177,248,2195)
story6-body-b: ಅಂತಹ ಕಟ್ಟಡಗಳನ್ನು ಯಾವ ಮುಲಾಜಿಗೂ ಒಳಗಾಗದೆ ತೆರವುಗೊಳಿಸಲಾಗುವುದು. ಗ್ರಾಮದಲ್ಲಿ ರಸ್ತೆ ವಿಸ್ತರಣೆಗೆ ಜನರು ಸಹಕರಿಸಬೇಕು. ಅಭಿವೃದ್ಧಿ ಕಾರ್ಯಗಳಿಗೆ ಯಾವುದೇ ಅಡ್ಡಿ ಉಂಟು ಮಾಡಬಾರದು. ಮೈಸೂರು–ಹಾಸನ ಮುಖ್ಯ ರಸ್ತೆಯಿಂದ ದೊಡ್ಡಕೊಪ್ಪಲು ರಸ್ತೆವರೆಗೆ 25 ಲಕ್ಷ ರೂ. ವೆಚ್ಚದಲ್ಲಿ ಕಾಮಗಾರಿ ನಡೆಸಲಾಗುವುದು. 14 ಲಕ್ಷ ರೂ. ವೆಚ್ಚದಲ್ಲಿ ಕಾಂಕ್ರೀಟ್ ರಸ್ತೆ ನಿರ್ಮಿಸಲಾಗುವುದು ಎಂದು ತಿಳಿಸಿದರು. xyxy=(789,1555,1020,1662)
story8-headline-1: ಕೊಂಬೆ ಬಿದ್ದು ವಿದ್ಯುತ್ xyxy=(567,1750,703,1772)
story4-body-a: ಮದ್ದೂರು, ಡಿ.27– ಜೆಡಿಎಸ್ ಮುಖಂಡ ಪ್ರಕಾಶ್ ಹತ್ಯೆ ಹಿನ್ನೆಲೆಯಲ್ಲಿ ತೊಪ್ಪನಹಳ್ಳಿ ಗ್ರಾಮದಲ್ಲಿ ಪೊಲೀಸ್ ಬಂದೋಬಸ್ತ್ ಮುಂದುವರೆದಿದ್ದು, ಗ್ರಾಮಸ್ಥರು ಇಂದಿಗೂ ಆತಂಕದಿಂದ ದಿನದೂಡುತ್ತಿದ್ದಾರೆ. ಗ್ರಾಮದ ಜನರಲ್ಲಿ ಇಂದಿಗೂ ಭಯದ ವಾತಾವರಣವಿದೆ. ಊರು ತೊರೆದ 23 ಕುಟುಂಬ: ಜೆಡಿಎಸ್ ಮುಖಂಡ ಪ್ರಕಾಶ್ ಕೊಲೆ ಪ್ರಕರಣದಲ್ಲಿ ಸಂಬಂಧವಿದೆ ಎನ್ನಲಾದ ಏಳು ಮಂದಿ ಬಂಧಿತ ಆರೋಪಿಗಳ ಕುಟುಂಬ ಸೇರಿದಂತೆ 23 ಕುಟುಂಬಗಳು ಊರು ಬಿಟ್ಟು ತೆರಳಿವೆ. ಹಲವು ಮನೆಗಳಿಗೆ ಬೀಗ ಜಡಿಯಲಾಗಿದ್ದು ಗ್ರಾಮ ನಿರ್ಜನವಾಗಿದೆ. xyxy=(361,972,791,1047)
dv-story3-body: ವಾಷಿಂಗ್ಟನ್, ಡಿ.27– ಅಮೆರಿಕದ ಬಹುರಾಷ್ಟ್ರೀಯ ಕೊರಿಯರ್ ಡೆಲಿವರಿ ದಿಗ್ಗಜ ಫೆಡ್ ಎಕ್ಸ್ ಕಾರ್ಪೊರೇಷನ್ ಸಂಸ್ಥೆಯ ಅಧ್ಯಕ್ಷ ಹಾಗೂ ಸಿಒಒ ಆಗಿ ಭಾರತೀಯ-ಅಮೆರಿಕನ್ ರಾಜೇಶ್ ಸುಬ್ರಮಣಿಯನ್ ಅವರನ್ನು ನೇಮಿಸಲಾಗಿದೆ. ರಾಜೇಶ್ ಅವರು ಸದ್ಯ ಫೆಡ್ ಎಕ್ಸ್ ಕಾರ್ಪೊರೇಷನ್ ನ ಕಾರ್ಯನಿರ್ವಾಹಕ ಉಪಾಧ್ಯಕ್ಷ ಹಾಗೂ ಮುಖ್ಯ ಹಣಕಾಸು ಅಧಿಕಾರಿಯಾಗಿ ಕಾರ್ಯನಿರ್ವಹಿಸುತ್ತಿದ್ದಾರೆ. 2019ರ ಜನವರಿ 1 ರಿಂದ ನೂತನ ಹುದ್ದೆ ಅಲಂಕರಿಸಲಿದ್ದಾರೆ. xyxy=(183,1920,439,2011)
